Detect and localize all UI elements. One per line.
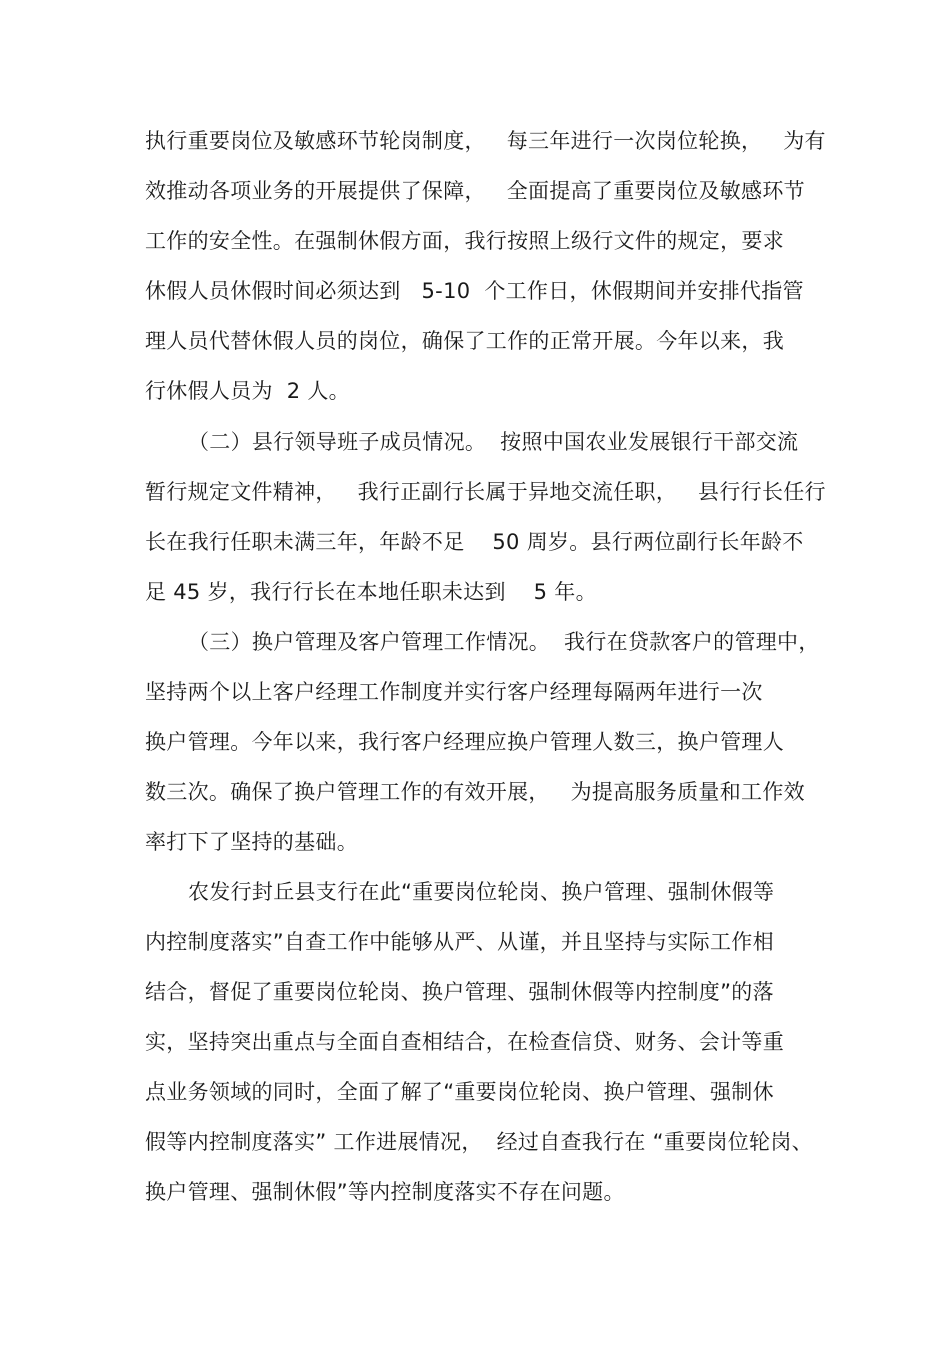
text-line: （二）县行领导班子成员情况。 按照中国农业发展银行干部交流	[188, 430, 799, 454]
text-line: 执行重要岗位及敏感环节轮岗制度， 每三年进行一次岗位轮换， 为有	[145, 129, 826, 153]
text-line: 点业务领域的同时，全面了解了“重要岗位轮岗、换户管理、强制休	[145, 1080, 774, 1104]
text-line: 长在我行任职未满三年，年龄不足 50 周岁。县行两位副行长年龄不	[145, 530, 804, 554]
text-line: 行休假人员为 2 人。	[145, 379, 350, 403]
text-line: 工作的安全性。在强制休假方面，我行按照上级行文件的规定，要求	[145, 229, 784, 253]
text-line: 换户管理。今年以来，我行客户经理应换户管理人数三，换户管理人	[145, 730, 784, 754]
text-line: 暂行规定文件精神， 我行正副行长属于异地交流任职， 县行行长任行	[145, 480, 826, 504]
text-line: 休假人员休假时间必须达到 5-10 个工作日，休假期间并安排代指管	[145, 279, 804, 303]
text-line: 数三次。确保了换户管理工作的有效开展， 为提高服务质量和工作效	[145, 780, 805, 804]
text-line: 足 45 岁，我行行长在本地任职未达到 5 年。	[145, 580, 597, 604]
text-line: 效推动各项业务的开展提供了保障， 全面提高了重要岗位及敏感环节	[145, 179, 805, 203]
text-line: （三）换户管理及客户管理工作情况。 我行在贷款客户的管理中，	[188, 630, 820, 654]
text-line: 结合，督促了重要岗位轮岗、换户管理、强制休假等内控制度”的落	[145, 980, 774, 1004]
text-line: 换户管理、强制休假”等内控制度落实不存在问题。	[145, 1180, 625, 1204]
text-line: 农发行封丘县支行在此“重要岗位轮岗、换户管理、强制休假等	[188, 880, 775, 904]
text-line: 内控制度落实”自查工作中能够从严、从谨，并且坚持与实际工作相	[145, 930, 774, 954]
text-line: 假等内控制度落实” 工作进展情况， 经过自查我行在 “重要岗位轮岗、	[145, 1130, 813, 1154]
text-line: 率打下了坚持的基础。	[145, 830, 358, 854]
text-line: 实，坚持突出重点与全面自查相结合，在检查信贷、财务、会计等重	[145, 1030, 784, 1054]
text-line: 坚持两个以上客户经理工作制度并实行客户经理每隔两年进行一次	[145, 680, 763, 704]
text-line: 理人员代替休假人员的岗位，确保了工作的正常开展。今年以来，我	[145, 329, 784, 353]
